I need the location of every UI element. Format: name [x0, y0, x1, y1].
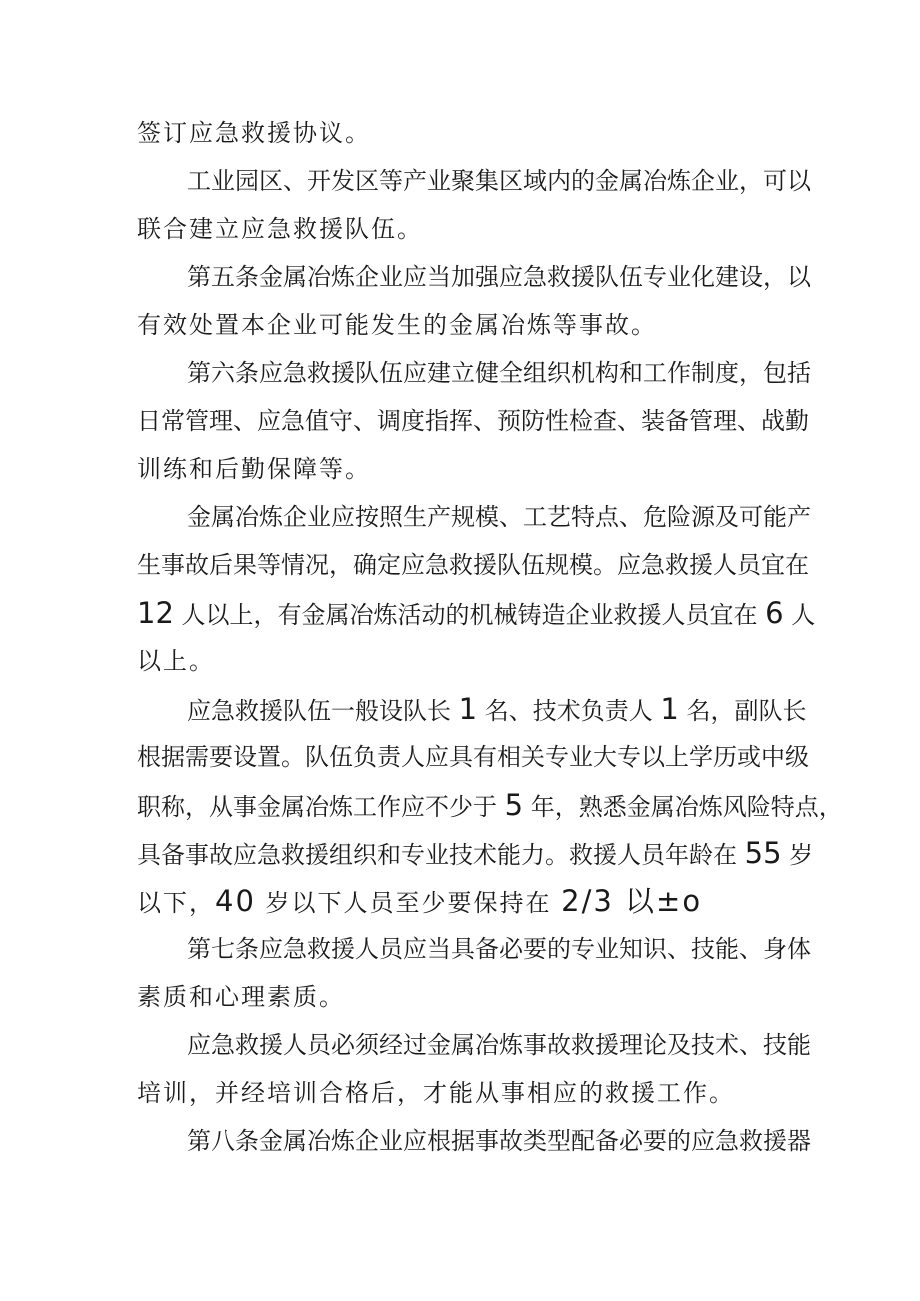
paragraph-continuation	[137, 109, 787, 157]
text-line: 第五条金属冶炼企业应当加强应急救援队伍专业化建设，以	[187, 263, 811, 291]
text-line	[137, 781, 843, 829]
number-value: 1	[660, 692, 679, 726]
number-value: 1	[458, 692, 478, 726]
document-body	[137, 109, 843, 1165]
text-span: 职称，从事金属冶炼工作应不少于	[137, 793, 505, 821]
text-span: 岁	[781, 841, 814, 869]
text-line: 第六条应急救援队伍应建立健全组织机构和工作制度，包括	[187, 359, 811, 387]
number-value: 40	[215, 884, 256, 918]
text-span: 以±o	[613, 884, 703, 918]
paragraph-team-leadership	[137, 685, 843, 925]
text-span: 人以上，有金属冶炼活动的机械铸造企业救援人员宜在	[173, 601, 766, 629]
number-value: 55	[744, 836, 782, 870]
text-line: 工业园区、开发区等产业聚集区域内的金属冶炼企业，可以	[187, 167, 811, 195]
text-line: 训练和后勤保障等。	[137, 455, 371, 483]
text-line: 根据需要设置。队伍负责人应具有相关专业大专以上学历或中级	[137, 743, 809, 771]
text-line: 生事故后果等情况，确定应急救援队伍规模。应急救援人员宜在	[137, 551, 809, 579]
text-line	[137, 877, 787, 925]
text-line: 培训，并经培训合格后，才能从事相应的救援工作。	[137, 1079, 735, 1107]
text-line	[137, 829, 814, 877]
paragraph-team-scale	[137, 493, 816, 685]
text-line: 素质和心理素质。	[137, 983, 345, 1011]
paragraph-article-7	[137, 925, 811, 1021]
text-line	[137, 685, 807, 733]
text-span: 名，副队长	[678, 697, 807, 725]
text-span: 应急救援队伍一般设队长	[187, 697, 459, 725]
text-span: 名、技术负责人	[477, 697, 661, 725]
text-span: 人	[783, 601, 816, 629]
text-span: 年，熟悉金属冶炼风险特点，	[523, 793, 843, 821]
text-span: 以下，	[137, 889, 215, 917]
text-line: 以上。	[137, 647, 215, 675]
text-span: 岁以下人员至少要保持在	[255, 889, 562, 917]
number-value: 12	[137, 596, 174, 630]
text-line: 有效处置本企业可能发生的金属冶炼等事故。	[137, 311, 657, 339]
text-line: 日常管理、应急值守、调度指挥、预防性检查、装备管理、战勤	[137, 407, 809, 435]
number-value: 5	[504, 788, 524, 822]
number-value: 2/3	[561, 884, 614, 918]
text-line	[137, 589, 816, 637]
paragraph-article-8	[137, 1117, 811, 1165]
text-line: 金属冶炼企业应按照生产规模、工艺特点、危险源及可能产	[187, 503, 811, 531]
paragraph-article-5	[137, 253, 811, 349]
text-line: 签订应急救援协议。	[137, 119, 371, 147]
text-span: 具备事故应急救援组织和专业技术能力。救援人员年龄在	[137, 841, 745, 869]
paragraph-article-6	[137, 349, 811, 493]
text-line: 第七条应急救援人员应当具备必要的专业知识、技能、身体	[187, 935, 811, 963]
number-value: 6	[765, 596, 784, 630]
text-line: 联合建立应急救援队伍。	[137, 215, 423, 243]
paragraph-training	[137, 1021, 811, 1117]
text-line: 第八条金属冶炼企业应根据事故类型配备必要的应急救援器	[187, 1127, 811, 1155]
paragraph-industrial-park	[137, 157, 811, 253]
text-line: 应急救援人员必须经过金属冶炼事故救援理论及技术、技能	[187, 1031, 811, 1059]
